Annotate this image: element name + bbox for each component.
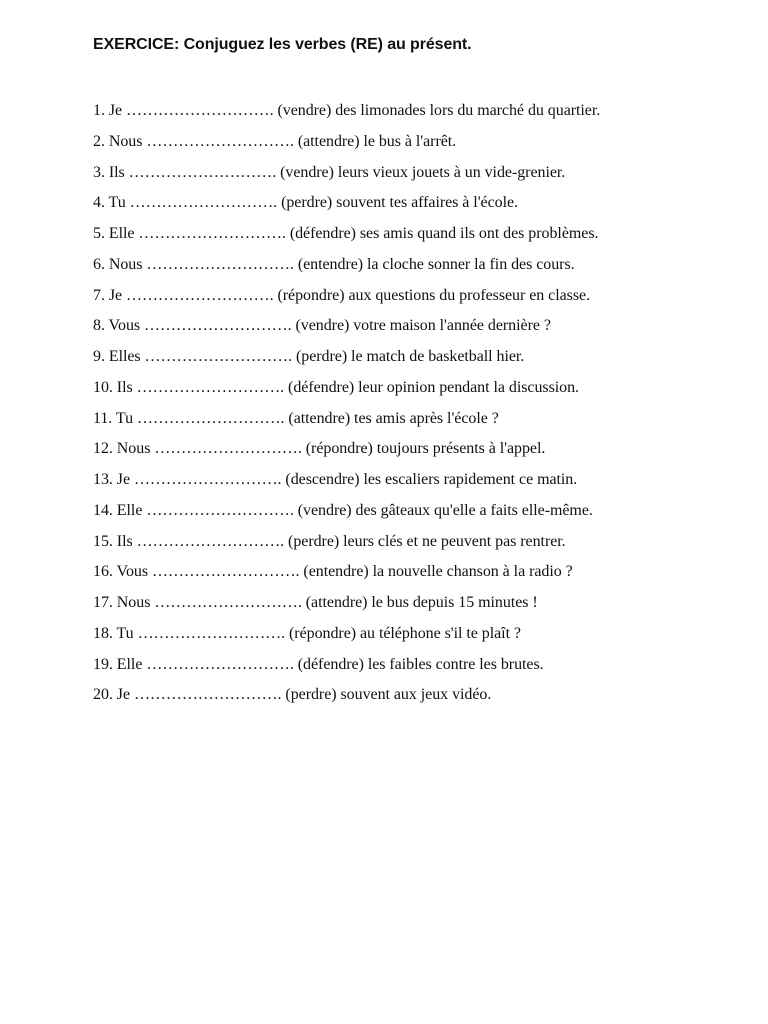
exercise-item-8: 8. Vous ………………………. (vendre) votre maison l'année dernière ? [93, 317, 551, 335]
exercise-item-2: 2. Nous ………………………. (attendre) le bus à l'arrêt. [93, 132, 457, 150]
exercise-item-5: 5. Elle ………………………. (défendre) ses amis quand ils ont des problèmes. [93, 225, 599, 242]
exercise-item-15: 15. Ils ………………………. (perdre) leurs clés et ne peuvent pas rentrer. [93, 532, 566, 550]
exercise-item-7: 7. Je ………………………. (répondre) aux questions du professeur en classe. [93, 286, 591, 304]
exercise-item-9: 9. Elles ………………………. (perdre) le match de basketball hier. [93, 348, 525, 365]
exercise-item-14: 14. Elle ………………………. (vendre) des gâteaux qu'elle a faits elle-même. [93, 501, 593, 519]
exercise-item-19: 19. Elle ………………………. (défendre) les faibles contre les brutes. [93, 655, 544, 673]
exercise-list [93, 99, 733, 714]
exercise-item-11: 11. Tu ………………………. (attendre) tes amis après l'école ? [93, 409, 499, 427]
exercise-item-17: 17. Nous ………………………. (attendre) le bus depuis 15 minutes ! [93, 594, 538, 611]
exercise-title: EXERCICE: Conjuguez les verbes (RE) au présent. [93, 36, 472, 53]
exercise-item-13: 13. Je ………………………. (descendre) les escaliers rapidement ce matin. [93, 471, 578, 488]
exercise-item-10: 10. Ils ………………………. (défendre) leur opinion pendant la discussion. [93, 378, 580, 396]
exercise-item-20: 20. Je ………………………. (perdre) souvent aux jeux vidéo. [93, 686, 492, 704]
exercise-item-4: 4. Tu ………………………. (perdre) souvent tes affaires à l'école. [93, 194, 518, 212]
exercise-item-3: 3. Ils ………………………. (vendre) leurs vieux jouets à un vide-grenier. [93, 163, 566, 181]
exercise-item-6: 6. Nous ………………………. (entendre) la cloche sonner la fin des cours. [93, 255, 575, 273]
exercise-item-12: 12. Nous ………………………. (répondre) toujours présents à l'appel. [93, 440, 546, 458]
exercise-item-16: 16. Vous ………………………. (entendre) la nouvelle chanson à la radio ? [93, 563, 573, 581]
exercise-item-1: 1. Je ………………………. (vendre) des limonades lors du marché du quartier. [93, 102, 601, 119]
exercise-item-18: 18. Tu ………………………. (répondre) au téléphone s'il te plaît ? [93, 624, 521, 642]
